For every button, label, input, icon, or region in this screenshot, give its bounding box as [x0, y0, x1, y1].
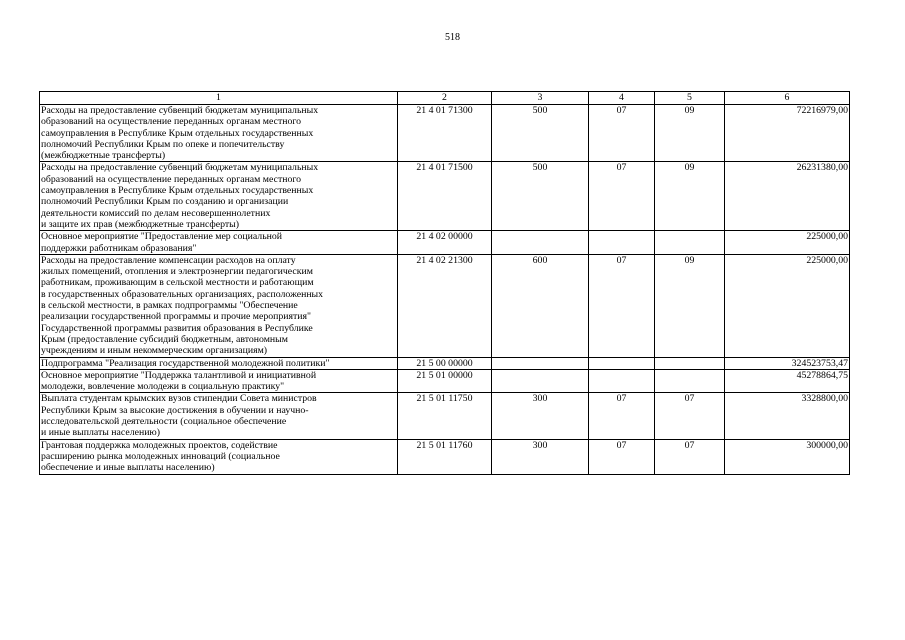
row-section: 07: [589, 393, 655, 439]
column-header-2: 2: [398, 92, 492, 105]
row-name: Подпрограмма "Реализация государственной молодежной политики": [40, 357, 398, 369]
table-row: [40, 393, 850, 439]
row-name: Основное мероприятие "Предоставление мер социальной поддержки работникам образования": [40, 231, 398, 255]
row-name: Основное мероприятие "Поддержка талантливой и инициативной молодежи, вовлечение молодежи в социальную практику": [40, 369, 398, 393]
row-amount: 225000,00: [725, 254, 850, 357]
row-code: 21 5 00 00000: [398, 357, 492, 369]
row-name: Расходы на предоставление компенсации расходов на оплату жилых помещений, отопления и электроэнергии педагогическим работникам, проживающим в сельской местности и работающим в государственных образовательных организациях, расположенных в сельской местности, в рамках подпрограммы "Обеспечение реализации государственной программы и прочие мероприятия" Государственной программы развития образования в Республике Крым (предоставление субсидий бюджетным, автономным учреждениям и иным некоммерческим организациям): [40, 254, 398, 357]
row-subsection: 09: [655, 105, 725, 162]
row-section: [589, 231, 655, 255]
row-name: Расходы на предоставление субвенций бюджетам муниципальных образований на осуществление переданных органам местного самоуправления в Республике Крым отдельных государственных полномочий Республики Крым по опеке и попечительству (межбюджетные трансферты): [40, 105, 398, 162]
row-subsection: 07: [655, 439, 725, 474]
table-row: [40, 357, 850, 369]
row-section: [589, 357, 655, 369]
row-subsection: [655, 231, 725, 255]
table-row: [40, 162, 850, 231]
row-expense-type: 300: [492, 439, 589, 474]
row-section: 07: [589, 105, 655, 162]
column-header-3: 3: [492, 92, 589, 105]
row-code: 21 4 02 21300: [398, 254, 492, 357]
row-subsection: 09: [655, 162, 725, 231]
table-row: [40, 231, 850, 255]
column-header-6: 6: [725, 92, 850, 105]
table-row: [40, 439, 850, 474]
row-code: 21 5 01 00000: [398, 369, 492, 393]
row-name: Выплата студентам крымских вузов стипендии Совета министров Республики Крым за высокие достижения в обучении и научно- исследовательской деятельности (социальное обеспечение и иные выплаты населению): [40, 393, 398, 439]
table-header-row: [40, 92, 850, 105]
row-code: 21 5 01 11750: [398, 393, 492, 439]
row-section: 07: [589, 162, 655, 231]
row-code: 21 5 01 11760: [398, 439, 492, 474]
row-section: 07: [589, 439, 655, 474]
row-expense-type: 300: [492, 393, 589, 439]
row-subsection: 09: [655, 254, 725, 357]
row-subsection: 07: [655, 393, 725, 439]
row-amount: 45278864,75: [725, 369, 850, 393]
row-amount: 225000,00: [725, 231, 850, 255]
row-expense-type: 500: [492, 105, 589, 162]
row-amount: 300000,00: [725, 439, 850, 474]
row-name: Расходы на предоставление субвенций бюджетам муниципальных образований на осуществление переданных органам местного самоуправления в Республике Крым отдельных государственных полномочий Республики Крым по созданию и организации деятельности комиссий по делам несовершеннолетних и защите их прав (межбюджетные трансферты): [40, 162, 398, 231]
table-row: [40, 105, 850, 162]
row-amount: 3328800,00: [725, 393, 850, 439]
table-row: [40, 254, 850, 357]
column-header-5: 5: [655, 92, 725, 105]
row-amount: 324523753,47: [725, 357, 850, 369]
row-code: 21 4 01 71500: [398, 162, 492, 231]
row-expense-type: 600: [492, 254, 589, 357]
row-section: 07: [589, 254, 655, 357]
row-code: 21 4 02 00000: [398, 231, 492, 255]
row-amount: 72216979,00: [725, 105, 850, 162]
column-header-1: 1: [40, 92, 398, 105]
column-header-4: 4: [589, 92, 655, 105]
row-expense-type: [492, 357, 589, 369]
row-subsection: [655, 369, 725, 393]
row-name: Грантовая поддержка молодежных проектов, содействие расширению рынка молодежных инноваций (социальное обеспечение и иные выплаты населению): [40, 439, 398, 474]
row-expense-type: [492, 369, 589, 393]
row-expense-type: 500: [492, 162, 589, 231]
page-number: 518: [445, 32, 460, 43]
table-row: [40, 369, 850, 393]
row-amount: 26231380,00: [725, 162, 850, 231]
row-expense-type: [492, 231, 589, 255]
budget-table: [39, 91, 850, 475]
row-code: 21 4 01 71300: [398, 105, 492, 162]
row-section: [589, 369, 655, 393]
row-subsection: [655, 357, 725, 369]
